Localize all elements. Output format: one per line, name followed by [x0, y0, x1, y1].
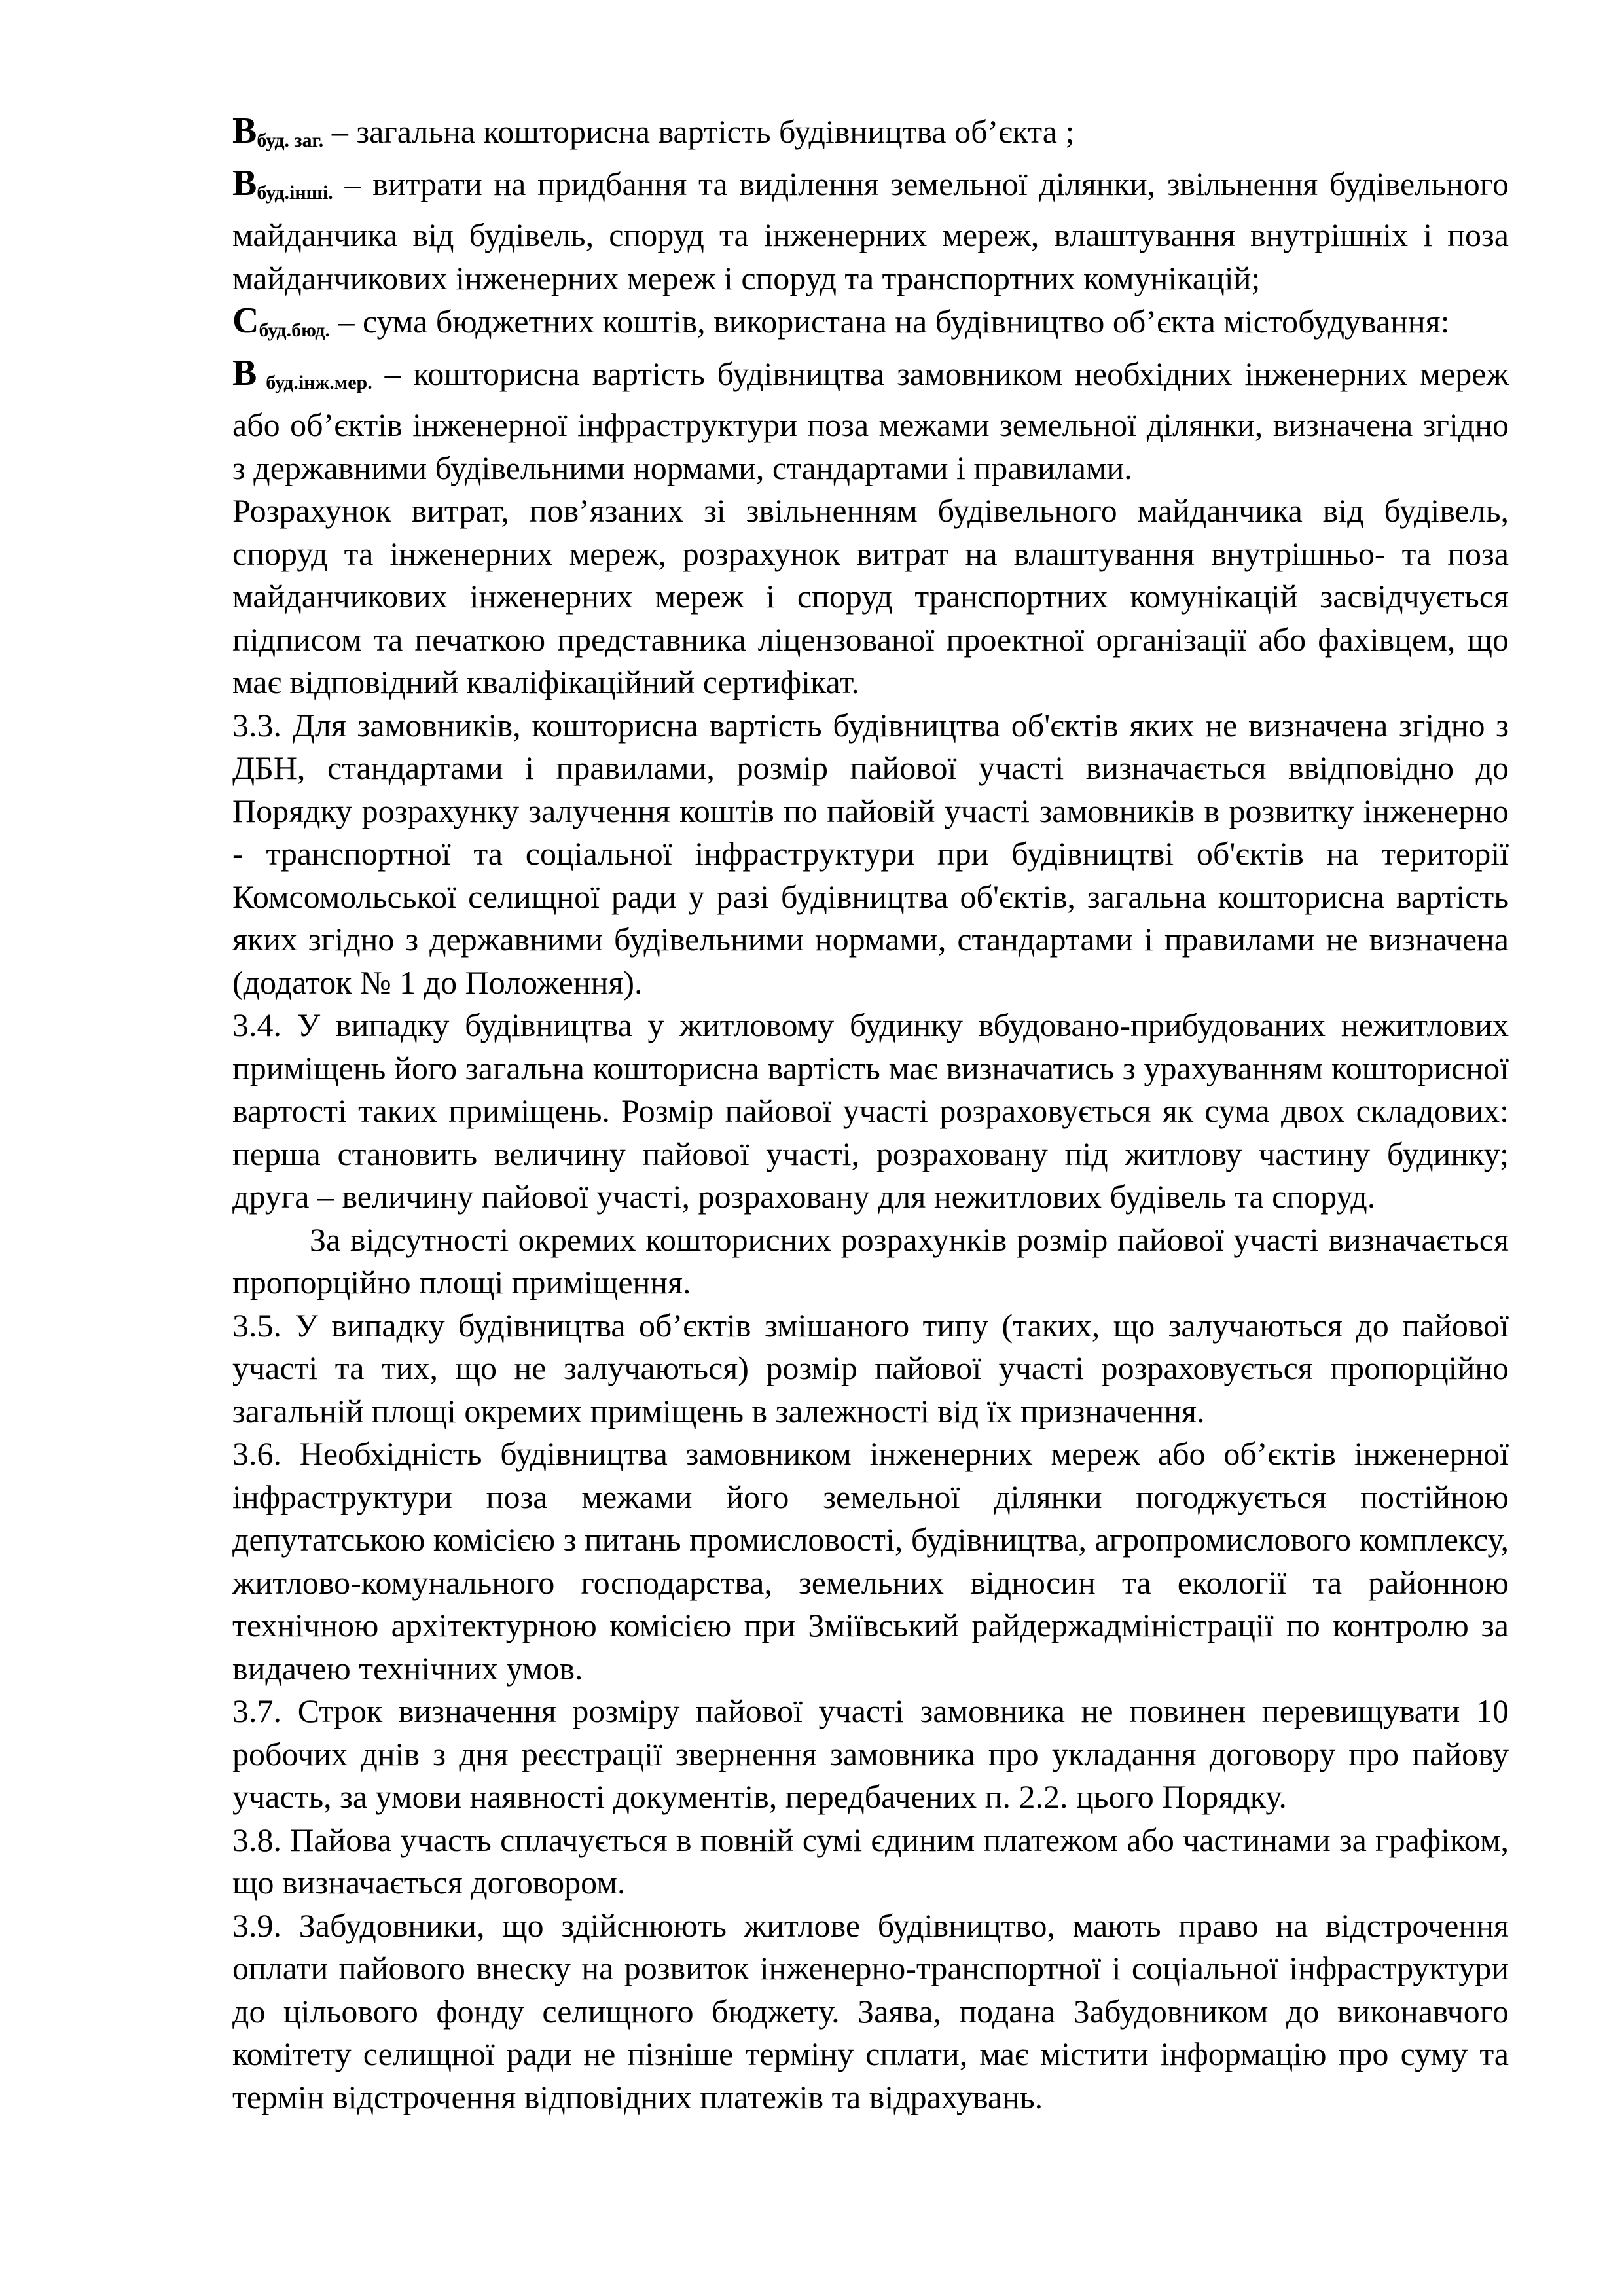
term-text: – кошторисна вартість будівництва замовником необхідних інженерних мереж або об’єктів інженерної інфраструктури поза межами земельної ділянки, визначена згідно з державними будівельними нормами, стандартами і правилами. — [232, 355, 1509, 486]
term-symbol: $В_{буд.інші.}$ — [232, 162, 333, 204]
paragraph-3-4: 3.4. У випадку будівництва у житловому будинку вбудовано-прибудованих нежитлових приміщень його загальна кошторисна вартість має визначатись з урахуванням кошторисної вартості таких приміщень. Розмір пайової участі розраховується як сума двох складових: перша становить величину пайової участі, розраховану під житлову частину будинку; друга – величину пайової участі, розраховану для нежитлових будівель та споруд. — [232, 1007, 1509, 1215]
paragraph-3-3: 3.3. Для замовників, кошторисна вартість будівництва об'єктів яких не визначена згідно з ДБН, стандартами і правилами, розмір пайової участі визначається ввідповідно до Порядку розрахунку залучення коштів по пайовій участі замовників в розвитку інженерно - транспортної та соціальної інфраструктури при будівництві об'єктів на території Комсомольської селищної ради у разі будівництва об'єктів, загальна кошторисна вартість яких згідно з державними будівельними нормами, стандартами і правилами не визначена (додаток № 1 до Положення). — [232, 706, 1509, 1001]
term-text: – витрати на придбання та виділення земельної ділянки, звільнення будівельного майданчика від будівель, споруд та інженерних мереж, влаштування внутрішніх і поза майданчикових інженерних мереж і споруд та транспортних комунікацій; — [232, 165, 1509, 296]
term-text: – сума бюджетних коштів, використана на будівництво об’єкта містобудування: — [329, 303, 1450, 340]
paragraph-3-9: 3.9. Забудовники, що здійснюють житлове будівництво, мають право на відстрочення оплати пайового внеску на розвиток інженерно-транспортної і соціальної інфраструктури до цільового фонду селищного бюджету. Заява, подана Забудовником до виконавчого комітету селищної ради не пізніше терміну сплати, має містити інформацію про суму та термін відстрочення відповідних платежів та відрахувань. — [232, 1907, 1509, 2115]
paragraph-3-8: 3.8. Пайова участь сплачується в повній сумі єдиним платежом або частинами за графіком, що визначається договором. — [232, 1821, 1509, 1901]
paragraph-3-6: 3.6. Необхідність будівництва замовником інженерних мереж або об’єктів інженерної інфраструктури поза межами його земельної ділянки погоджується постійною депутатською комісією з питань промисловості, будівництва, агропромислового комплексу, житлово-комунального господарства, земельних відносин та екології та районною технічною архітектурною комісією при Зміївський райдержадміністрації по контролю за видачею технічних умов. — [232, 1435, 1509, 1687]
paragraph-3-7: 3.7. Строк визначення розміру пайової участі замовника не повинен перевищувати 10 робочих днів з дня реєстрації звернення замовника про укладання договору про пайову участь, за умови наявності документів, передбачених п. 2.2. цього Порядку. — [232, 1693, 1509, 1815]
paragraph-3-5: 3.5. У випадку будівництва об’єктів змішаного типу (таких, що залучаються до пайової участі та тих, що не залучаються) розмір пайової участі розраховується пропорційно загальній площі окремих приміщень в залежності від їх призначення. — [232, 1306, 1509, 1429]
term-text: – загальна кошторисна вартість будівництва об’єкта ; — [323, 113, 1075, 150]
term-symbol: В $_{буд.інж.мер.}$ — [232, 352, 372, 393]
term-definition-other-costs — [232, 162, 1509, 300]
term-definition-total-cost — [232, 110, 1509, 162]
term-definition-engineering-networks — [232, 352, 1509, 490]
document-page — [232, 110, 1509, 2119]
paragraph-cost-calculation: Розрахунок витрат, пов’язаних зі звільненням будівельного майданчика від будівель, споруд та інженерних мереж, розрахунок витрат на влаштування внутрішньо- та поза майданчикових інженерних мереж і споруд транспортних комунікацій засвідчується підписом та печаткою представника ліцензованої проектної організації або фахівцем, що має відповідний кваліфікаційний сертифікат. — [232, 492, 1509, 700]
term-symbol: $В_{буд. заг.}$ — [232, 111, 324, 151]
term-symbol: $С_{буд.бюд.}$ — [232, 300, 330, 341]
term-definition-budget-funds — [232, 300, 1509, 352]
paragraph-3-4-continued: За відсутності окремих кошторисних розрахунків розмір пайової участі визначається пропорційно площі приміщення. — [232, 1221, 1509, 1300]
